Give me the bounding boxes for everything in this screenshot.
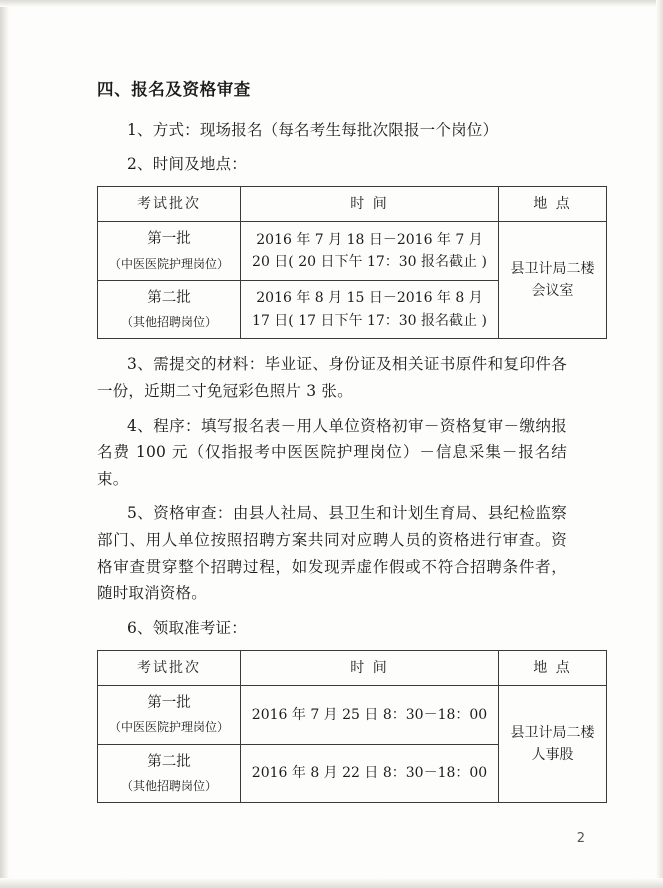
paragraph-item-5: 5、资格审查：由县人社局、县卫生和计划生育局、县纪检监察部门、用人单位按照招聘方案共同对应聘人员的资格进行审查。资格审查贯穿整个招聘过程，如发现弄虚作假或不符合招聘条件者，随时取消资格。 (97, 504, 567, 603)
cell-batch (98, 686, 241, 744)
paragraph-item-6: 6、领取准考证： (127, 619, 247, 638)
cell-place: 县卫计局二楼会议室 (499, 222, 607, 339)
paragraph-item-3: 3、需提交的材料：毕业证、身份证及相关证书原件和复印件各一份，近期二寸免冠彩色照片 3 张。 (97, 355, 567, 400)
batch-main-label: 第二批 (147, 753, 191, 770)
table-row (98, 222, 607, 280)
cell-batch (98, 744, 241, 802)
batch-main-label: 第一批 (147, 231, 191, 248)
table-header-row (98, 187, 607, 222)
cell-time: 2016 年 8 月 22 日 8：30－18：00 (241, 744, 499, 802)
section-title: 四、报名及资格审查 (97, 80, 251, 99)
page-number-mark: 2 (576, 831, 585, 846)
header-place: 地 点 (499, 187, 607, 222)
header-batch: 考试批次 (98, 187, 241, 222)
cell-batch (98, 222, 241, 280)
batch-sub-label: （中医医院护理岗位） (108, 720, 229, 735)
header-time: 时 间 (241, 187, 499, 222)
table-row (98, 686, 607, 744)
scan-edge-top (0, 0, 663, 7)
registration-schedule-table (97, 186, 607, 339)
batch-sub-label: （中医医院护理岗位） (108, 256, 229, 271)
cell-place: 县卫计局二楼人事股 (499, 686, 607, 803)
batch-main-label: 第二批 (147, 289, 191, 306)
scan-edge-bottom (0, 878, 663, 888)
batch-sub-label: （其他招聘岗位） (120, 778, 217, 793)
batch-main-label: 第一批 (147, 695, 191, 712)
cell-time: 2016 年 7 月 18 日－2016 年 7 月 20 日( 20 日下午 17：30 报名截止 ) (241, 222, 499, 280)
cell-time: 2016 年 8 月 15 日－2016 年 8 月 17 日( 17 日下午 17：30 报名截止 ) (241, 280, 499, 338)
paragraph-item-1: 1、方式：现场报名（每名考生每批次限报一个岗位） (127, 120, 499, 139)
paragraph-item-4: 4、程序：填写报名表－用人单位资格初审－资格复审－缴纳报名费 100 元（仅指报考中医医院护理岗位）－信息采集－报名结束。 (97, 416, 567, 488)
header-time: 时 间 (241, 650, 499, 685)
document-content (97, 78, 595, 815)
cell-batch (98, 280, 241, 338)
cell-time: 2016 年 7 月 25 日 8：30－18：00 (241, 686, 499, 744)
header-batch: 考试批次 (98, 650, 241, 685)
paragraph-item-2: 2、时间及地点： (127, 155, 247, 174)
admission-ticket-table (97, 650, 607, 803)
batch-sub-label: （其他招聘岗位） (120, 315, 217, 330)
table-header-row (98, 650, 607, 685)
scan-edge-left (0, 0, 9, 888)
scan-edge-right (656, 0, 663, 888)
header-place: 地 点 (499, 650, 607, 685)
